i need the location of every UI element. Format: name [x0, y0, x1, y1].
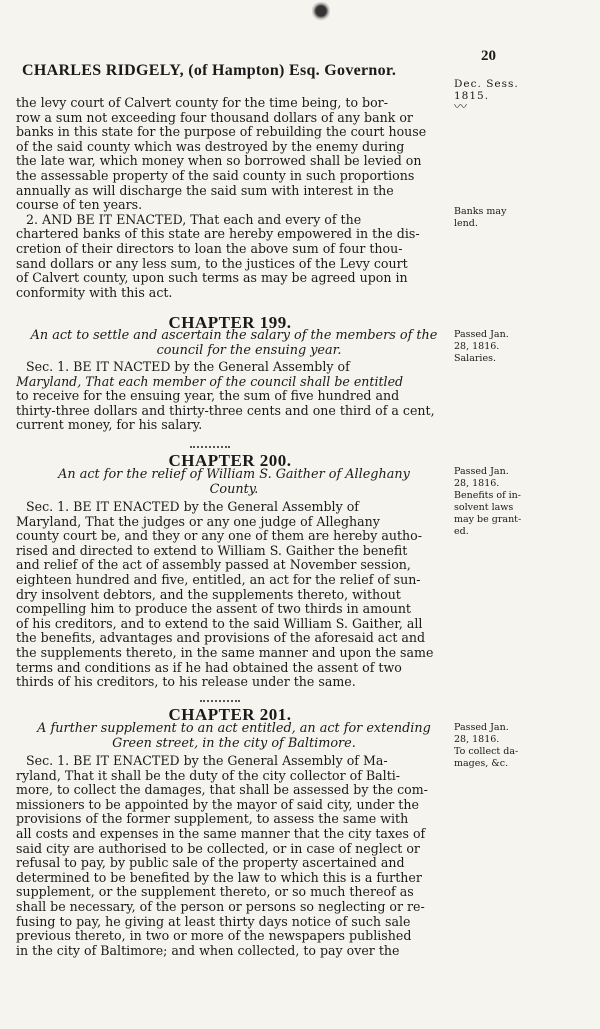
text-line: the benefits, advantages and provisions of the aforesaid act and [16, 631, 426, 646]
text-line: row a sum not exceeding four thousand dollars of any bank or [16, 110, 413, 125]
text-line: said city are authorised to be collected, or in case of neglect or [16, 841, 420, 856]
margin-banks-line: lend. [454, 218, 478, 229]
text-line: the late war, which money when so borrowed shall be levied on [16, 154, 422, 169]
text-line: previous thereto, in two or more of the newspapers published [16, 929, 412, 944]
section-divider [200, 700, 240, 702]
squiggle-ornament: 〰 [454, 100, 469, 115]
margin-line: Benefits of in- [454, 490, 522, 501]
text-line: compelling him to produce the assent of two thirds in amount [16, 602, 411, 617]
text-line: cretion of their directors to loan the above sum of four thou- [16, 241, 403, 256]
chapter-200-heading: CHAPTER 200. [168, 451, 292, 470]
text-line: shall be necessary, of the person or persons so neglecting or re- [16, 899, 425, 914]
chapter-200-body [16, 500, 446, 690]
running-head: CHARLES RIDGELY, (of Hampton) Esq. Governor. [22, 62, 397, 79]
section-divider [190, 446, 230, 448]
text-line: of Calvert county, upon such terms as may be agreed upon in [16, 271, 408, 286]
title-line: council for the ensuing year. [156, 342, 342, 358]
margin-line: 28, 1816. [454, 478, 500, 489]
text-line: the supplements thereto, in the same manner and upon the same [16, 645, 434, 660]
text-line: eighteen hundred and five, entitled, an act for the relief of sun- [16, 572, 421, 587]
text-line: conformity with this act. [16, 285, 173, 300]
text-line: more, to collect the damages, that shall be assessed by the com- [16, 783, 428, 798]
text-line: determined to be benefited by the law to which this is a further [16, 870, 422, 885]
ink-blot-mark [312, 2, 330, 22]
text-line: all costs and expenses in the same manner that the city taxes of [16, 826, 426, 841]
margin-session [454, 78, 586, 114]
text-line: thirds of his creditors, to his release under the same. [16, 675, 356, 690]
text-line: county court be, and they or any one of them are hereby autho- [16, 529, 422, 544]
margin-line: 28, 1816. [454, 341, 500, 352]
text-line: current money, for his salary. [16, 418, 203, 433]
text-line: provisions of the former supplement, to assess the same with [16, 812, 409, 827]
text-line: in the city of Baltimore; and when collected, to pay over the [16, 943, 400, 958]
margin-line: 28, 1816. [454, 734, 500, 745]
text-line: Sec. 1. BE IT ENACTED by the General Assembly of [26, 500, 359, 514]
text-line: of his creditors, and to extend to the said William S. Gaither, all [16, 616, 423, 631]
text-line: dry insolvent debtors, and the supplements thereto, without [16, 587, 401, 602]
text-line: chartered banks of this state are hereby empowered in the dis- [16, 227, 420, 242]
title-line: An act to settle and ascertain the salary of the members of the [30, 328, 438, 343]
margin-line: To collect da- [454, 746, 519, 757]
margin-session-year: 1815. [454, 90, 490, 102]
text-line: missioners to be appointed by the mayor of said city, under the [16, 797, 419, 812]
text-line: terms and conditions as if he had obtained the assent of two [16, 660, 402, 675]
margin-ch200 [454, 466, 586, 538]
margin-line: Salaries. [454, 353, 496, 364]
text-line: rised and directed to extend to William S. Gaither the benefit [16, 543, 408, 558]
page-number: 20 [481, 48, 496, 64]
title-line: County. [209, 481, 259, 497]
chapter-201-title [18, 722, 450, 751]
title-line: A further supplement to an act entitled, an act for extending [37, 721, 431, 736]
text-line: Maryland, That each member of the council shall be entitled [16, 374, 404, 389]
chapter-199-title [18, 329, 450, 358]
text-line: supplement, or the supplement thereto, or so much thereof as [16, 885, 414, 900]
margin-banks-line: Banks may [454, 206, 507, 217]
chapter-201-heading: CHAPTER 201. [168, 705, 292, 724]
chapter-201-body [16, 754, 446, 958]
margin-session-line: Dec. Sess. [454, 78, 519, 90]
margin-line: solvent laws [454, 502, 514, 513]
margin-line: may be grant- [454, 514, 522, 525]
text-line: to receive for the ensuing year, the sum of five hundred and [16, 389, 400, 404]
text-line: the levy court of Calvert county for the time being, to bor- [16, 96, 388, 110]
text-line: the assessable property of the said county in such proportions [16, 168, 415, 183]
text-line: course of ten years. [16, 198, 143, 213]
text-line: Sec. 1. BE IT NACTED by the General Assembly of [26, 360, 350, 374]
margin-banks [454, 206, 586, 230]
text-line: annually as will discharge the said sum with interest in the [16, 183, 394, 198]
margin-line: Passed Jan. [454, 466, 509, 477]
text-line: ryland, That it shall be the duty of the city collector of Balti- [16, 768, 401, 783]
title-line: An act for the relief of William S. Gaither of Alleghany [58, 467, 410, 482]
title-line: Green street, in the city of Baltimore. [112, 735, 356, 751]
margin-line: mages, &c. [454, 758, 509, 769]
chapter-200-title [18, 468, 450, 497]
section-calvert-county [16, 96, 446, 300]
text-line: 2. AND BE IT ENACTED, That each and every of the [26, 212, 362, 227]
text-line: Sec. 1. BE IT ENACTED by the General Assembly of Ma- [26, 754, 388, 768]
margin-line: Passed Jan. [454, 722, 509, 733]
text-line: Maryland, That the judges or any one judge of Alleghany [16, 514, 380, 529]
margin-ch199 [454, 329, 586, 365]
text-line: banks in this state for the purpose of rebuilding the court house [16, 125, 427, 140]
text-line: thirty-three dollars and thirty-three cents and one third of a cent, [16, 403, 435, 418]
text-line: and relief of the act of assembly passed at November session, [16, 558, 411, 573]
margin-line: ed. [454, 526, 469, 537]
text-line: fusing to pay, he giving at least thirty days notice of such sale [16, 914, 411, 929]
text-line: of the said county which was destroyed by the enemy during [16, 139, 405, 154]
margin-line: Passed Jan. [454, 329, 509, 340]
text-line: sand dollars or any less sum, to the justices of the Levy court [16, 256, 408, 271]
margin-ch201 [454, 722, 586, 770]
chapter-199-heading: CHAPTER 199. [168, 313, 292, 332]
text-line: refusal to pay, by public sale of the property ascertained and [16, 856, 405, 871]
chapter-199-body [16, 360, 446, 433]
